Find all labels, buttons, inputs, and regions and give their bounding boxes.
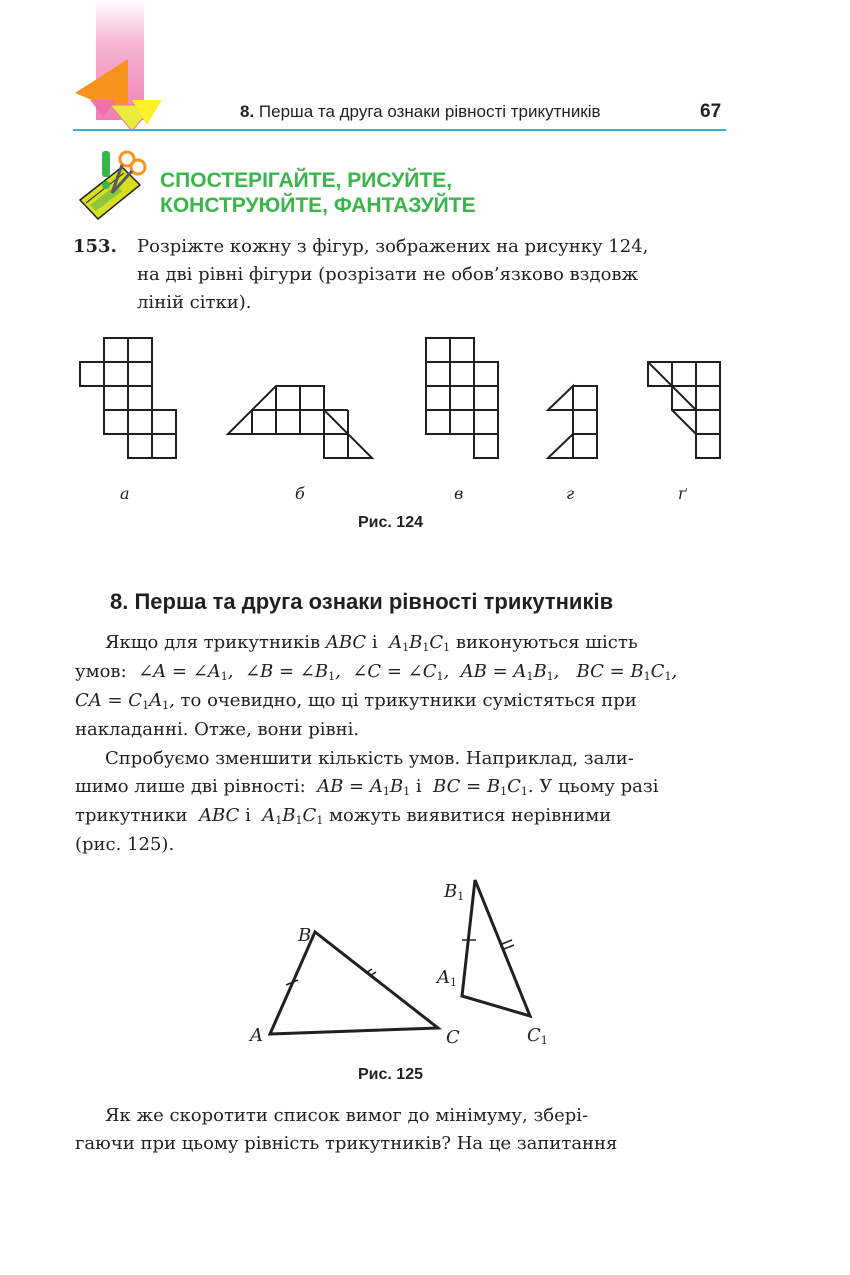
paragraph1-line2: умов: ∠A = $\angle A_1$, ∠B = $\angle B_1$, ∠C = $\angle C_1$, AB = $A_1B_1$, BC = $B_1C_1$, [75,661,678,683]
section-title: 8. Перша та друга ознаки рівності трикутників [110,589,614,614]
section-header [160,168,476,218]
paragraph1-line1: Якщо для трикутників ABC і $A_1B_1C_1$ виконуються шість [105,632,638,654]
vertex-label-A1: $A_1$ [437,967,457,989]
paragraph2-line1: Спробуємо зменшити кількість умов. Наприклад, зали- [105,748,634,769]
tick-B1C1-2 [504,945,514,949]
tools-icon [72,145,152,225]
figure-label-v: в [454,484,464,503]
paragraph2-line3: трикутники ABC і $A_1B_1C_1$ можуть виявитися нерівними [75,805,612,827]
tick-B1C1-1 [502,940,512,944]
paragraph1-line3: CA = $C_1A_1$, то очевидно, що ці трикутники сумістяться при [75,690,637,712]
figure-v [426,338,498,458]
vertex-label-B: B [298,925,312,946]
section-header-line1: СПОСТЕРІГАЙТЕ, РИСУЙТЕ, [160,169,453,192]
vertex-label-B1: $B_1$ [444,881,465,903]
figure-124 [70,330,740,470]
figure-label-g: г [566,484,575,503]
figure-g-ukr [648,362,720,458]
triangle-A1B1C1 [462,880,530,1016]
section-header-line2: КОНСТРУЮЙТЕ, ФАНТАЗУЙТЕ [160,194,476,217]
running-header-title: 8. Перша та друга ознаки рівності трикутників [240,102,601,121]
figure-label-g-ukr: ґ [678,484,687,503]
problem-number: 153. [73,236,117,257]
triangles-logo-icon [70,55,170,135]
paragraph2-line4: (рис. 125). [75,834,175,855]
page-number: 67 [700,101,722,122]
header-rule [73,129,726,131]
paragraph3-line1: Як же скоротити список вимог до мінімуму, збері- [105,1105,589,1126]
paragraph1-line4: накладанні. Отже, вони рівні. [75,719,360,740]
problem-line-1: Розріжте кожну з фігур, зображених на рисунку 124, [137,236,649,257]
figure-g [548,386,597,458]
problem-line-2: на дві рівні фігури (розрізати не обов’язково вздовж [137,264,639,285]
vertex-label-A: A [250,1025,263,1046]
figure-125-caption: Рис. 125 [358,1066,423,1083]
paragraph2-line2: шимо лише дві рівності: AB = $A_1B_1$ і BC = $B_1C_1$. У цьому разі [75,776,659,798]
vertex-label-C1: $C_1$ [527,1025,548,1047]
figure-b [228,386,372,458]
figure-124-caption: Рис. 124 [358,514,423,531]
figure-label-a: а [120,484,130,503]
figure-label-b: б [295,484,305,503]
figure-a [80,338,176,458]
figure-125 [240,870,570,1060]
vertex-label-C: C [446,1027,460,1048]
paragraph3-line2: гаючи при цьому рівність трикутників? На це запитання [75,1133,618,1154]
triangle-ABC [270,932,438,1034]
problem-line-3: ліній сітки). [137,292,252,313]
